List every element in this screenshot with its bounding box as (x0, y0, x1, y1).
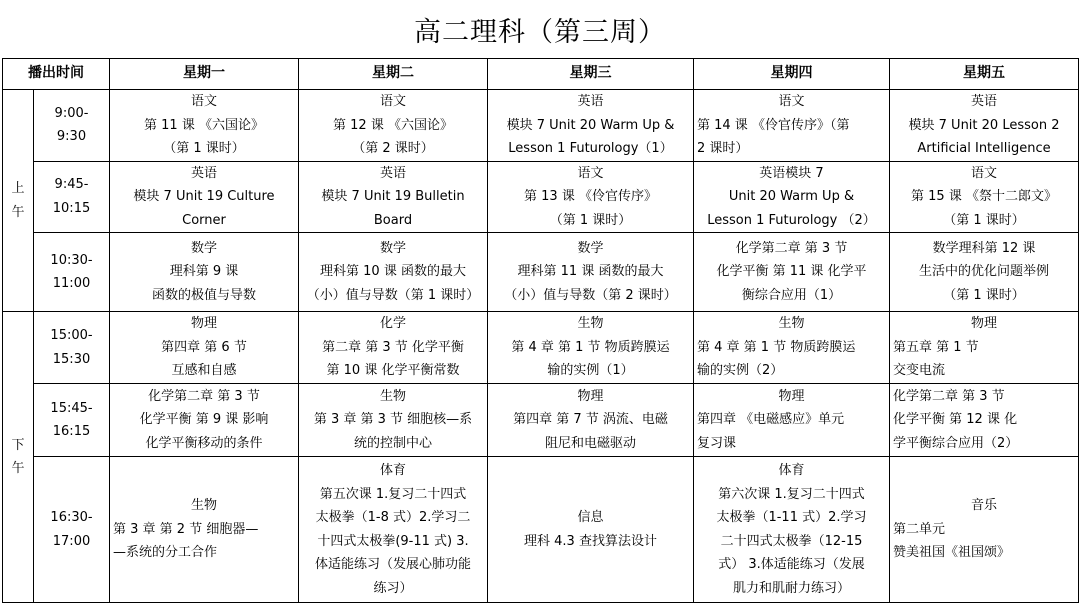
subject-label: 生物 (778, 316, 805, 332)
lesson-text: Unit 20 Warm Up & (728, 189, 855, 204)
class-cell-thursday (694, 312, 890, 384)
header-time: 播出时间 (3, 59, 110, 90)
time-text: 15:45- (50, 400, 93, 416)
class-cell-thursday (694, 90, 890, 162)
lesson-text: 赞美祖国《祖国颂》 (893, 545, 1011, 561)
subject-label: 物理 (970, 316, 997, 332)
lesson-text: （第 1 课时） (549, 212, 632, 228)
subject-label: 英语 (577, 94, 604, 109)
class-cell-wednesday (488, 161, 694, 233)
lesson-text: 输的实例（2） (697, 363, 784, 379)
time-text: 16:15 (52, 424, 91, 439)
subject-label: 物理 (778, 388, 805, 404)
lesson-text: —系统的分工合作 (113, 545, 218, 561)
time-text: 11:00 (52, 276, 91, 291)
time-text: 9:00- (54, 105, 89, 121)
lesson-text: 模块 7 Unit 20 Lesson 2 (908, 117, 1060, 133)
time-slot (34, 90, 110, 162)
lesson-text: （第 1 课时） (943, 287, 1025, 303)
lesson-text: （第 1 课时） (943, 212, 1025, 228)
subject-label: 化学 (379, 316, 406, 332)
lesson-text: （小）值与导数（第 2 课时） (504, 287, 677, 303)
time-text: 10:30- (50, 252, 93, 268)
lesson-text: 肌力和肌耐力练习） (732, 580, 850, 596)
class-cell-wednesday (488, 90, 694, 162)
subject-label: 数学 (577, 240, 604, 256)
lesson-text: 练习） (373, 580, 413, 596)
lesson-text: （第 1 课时） (163, 141, 245, 156)
subject-label: 语文 (778, 94, 805, 109)
lesson-text: 第 11 课 《六国论》 (144, 117, 264, 133)
lesson-text: 第六次课 1.复习二十四式 (718, 486, 865, 502)
lesson-text: 第二章 第 3 节 化学平衡 (322, 339, 464, 355)
header-row (3, 59, 1079, 90)
lesson-text: 生活中的优化问题举例 (918, 264, 1049, 280)
table-row (3, 90, 1079, 162)
lesson-text: 函数的极值与导数 (151, 287, 256, 303)
class-cell-friday (890, 457, 1079, 603)
subject-label: 体育 (778, 463, 805, 478)
lesson-text: （第 2 课时） (352, 141, 434, 156)
lesson-text: Lesson 1 Futurology（1） (508, 141, 673, 156)
lesson-text: 理科第 11 课 函数的最大 (517, 264, 664, 280)
lesson-text: 阻尼和电磁驱动 (544, 435, 636, 451)
subject-label: 生物 (190, 498, 217, 514)
subject-label: 语文 (970, 165, 997, 181)
time-slot (34, 384, 110, 457)
lesson-text: 模块 7 Unit 20 Warm Up & (506, 117, 675, 133)
class-cell-thursday (694, 457, 890, 603)
time-text: 9:30 (56, 129, 87, 145)
time-slot (34, 233, 110, 312)
class-cell-wednesday (488, 457, 694, 603)
class-cell-tuesday (299, 161, 488, 233)
class-cell-friday (890, 384, 1079, 457)
lesson-text: 式） 3.体适能练习（发展 (718, 557, 865, 572)
lesson-text: 第四章 第 7 节 涡流、电磁 (513, 412, 668, 428)
lesson-text: 第 3 章 第 2 节 细胞器— (113, 521, 259, 537)
lesson-text: 复习课 (697, 435, 737, 451)
lesson-text: 化学平衡 第 12 课 化 (893, 412, 1018, 428)
table-row (3, 233, 1079, 312)
lesson-text: 交变电流 (893, 363, 946, 379)
subject-label: 化学第二章 第 3 节 (735, 240, 848, 256)
lesson-text: 互感和自感 (171, 363, 237, 379)
class-cell-friday (890, 161, 1079, 233)
table-row (3, 312, 1079, 384)
period-morning: 上 午 (3, 90, 34, 312)
class-cell-tuesday (299, 233, 488, 312)
lesson-text: Board (373, 212, 413, 228)
lesson-text: 第 13 课 《伶官传序》 (524, 189, 657, 204)
lesson-text: 第 4 章 第 1 节 物质跨膜运 (697, 339, 856, 355)
subject-label: 物理 (577, 388, 604, 404)
subject-label: 语文 (379, 94, 406, 109)
class-cell-thursday (694, 384, 890, 457)
subject-label: 英语 (970, 94, 997, 109)
lesson-text: Lesson 1 Futurology （2） (707, 212, 876, 228)
lesson-text: 模块 7 Unit 19 Culture (133, 189, 275, 204)
lesson-text: 第四章 《电磁感应》单元 (697, 412, 845, 428)
subject-label: 英语 (190, 165, 217, 181)
lesson-text: 化学平衡 第 9 课 影响 (139, 412, 269, 428)
lesson-text: 第 10 课 化学平衡常数 (326, 363, 460, 379)
lesson-text: 体适能练习（发展心肺功能 (314, 557, 471, 572)
class-cell-wednesday (488, 384, 694, 457)
header-thursday: 星期四 (694, 59, 890, 90)
time-slot (34, 457, 110, 603)
class-cell-monday (110, 457, 299, 603)
subject-label: 英语 (379, 165, 406, 181)
subject-label: 生物 (577, 316, 604, 332)
class-cell-tuesday (299, 312, 488, 384)
lesson-text: 统的控制中心 (353, 435, 432, 451)
lesson-text: 第五章 第 1 节 (893, 339, 979, 355)
subject-label: 化学第二章 第 3 节 (148, 388, 260, 404)
lesson-text: 化学平衡移动的条件 (145, 435, 263, 451)
class-cell-monday (110, 384, 299, 457)
schedule-table (2, 58, 1079, 603)
subject-label: 数学 (379, 240, 406, 256)
lesson-text: 理科 4.3 查找算法设计 (524, 533, 657, 549)
subject-label: 体育 (379, 463, 406, 478)
subject-label: 音乐 (970, 498, 997, 514)
lesson-text: 理科第 9 课 (169, 264, 239, 280)
lesson-text: 理科第 10 课 函数的最大 (320, 264, 466, 280)
lesson-text: 输的实例（1） (547, 363, 634, 379)
page-title: 高二理科（第三周） (414, 16, 666, 48)
class-cell-friday (890, 233, 1079, 312)
subject-label: 语文 (190, 94, 217, 109)
class-cell-wednesday (488, 233, 694, 312)
lesson-text: 学平衡综合应用（2） (893, 435, 1019, 451)
subject-label: 生物 (379, 388, 406, 404)
lesson-text: （小）值与导数（第 1 课时） (306, 287, 480, 303)
lesson-text: 第 12 课 《六国论》 (333, 117, 453, 133)
subject-label: 数学 (190, 240, 217, 256)
time-text: 10:15 (52, 200, 91, 216)
class-cell-monday (110, 233, 299, 312)
class-cell-friday (890, 90, 1079, 162)
time-text: 9:45- (54, 177, 89, 193)
lesson-text: 第 3 章 第 3 节 细胞核—系 (313, 412, 473, 428)
lesson-text: 第五次课 1.复习二十四式 (319, 486, 467, 502)
lesson-text: 模块 7 Unit 19 Bulletin (321, 189, 465, 204)
time-slot (34, 312, 110, 384)
period-afternoon: 下 午 (3, 312, 34, 603)
time-text: 17:00 (52, 533, 91, 549)
lesson-text: 2 课时） (697, 141, 749, 156)
subject-label: 语文 (577, 165, 604, 181)
lesson-text: 二十四式太极拳（12-15 (720, 533, 863, 549)
subject-label: 英语模块 7 (759, 165, 824, 181)
table-row (3, 384, 1079, 457)
lesson-text: Artificial Intelligence (917, 141, 1051, 156)
time-text: 15:00- (50, 328, 93, 343)
table-row (3, 161, 1079, 233)
class-cell-tuesday (299, 457, 488, 603)
lesson-text: 第四章 第 6 节 (161, 339, 247, 355)
class-cell-thursday (694, 233, 890, 312)
lesson-text: 太极拳（1-11 式）2.学习 (716, 510, 867, 525)
header-friday: 星期五 (890, 59, 1079, 90)
class-cell-thursday (694, 161, 890, 233)
header-wednesday: 星期三 (488, 59, 694, 90)
lesson-text: 化学平衡 第 11 课 化学平 (716, 264, 867, 280)
lesson-text: Corner (182, 212, 226, 228)
class-cell-tuesday (299, 384, 488, 457)
class-cell-monday (110, 312, 299, 384)
time-text: 15:30 (52, 351, 91, 367)
subject-label: 化学第二章 第 3 节 (893, 388, 1005, 404)
subject-label: 物理 (190, 316, 217, 332)
class-cell-friday (890, 312, 1079, 384)
subject-label: 信息 (577, 510, 604, 525)
class-cell-monday (110, 90, 299, 162)
lesson-text: 第 15 课 《祭十二郎文》 (911, 189, 1057, 204)
lesson-text: 十四式太极拳(9-11 式) 3. (317, 533, 469, 549)
lesson-text: 衡综合应用（1） (741, 287, 842, 303)
header-monday: 星期一 (110, 59, 299, 90)
lesson-text: 太极拳（1-8 式）2.学习二 (315, 510, 471, 525)
lesson-text: 第 14 课 《伶官传序》（第 (697, 117, 850, 133)
class-cell-wednesday (488, 312, 694, 384)
class-cell-monday (110, 161, 299, 233)
table-row (3, 457, 1079, 603)
time-text: 16:30- (50, 510, 93, 525)
lesson-text: 第二单元 (893, 521, 946, 537)
lesson-text: 第 4 章 第 1 节 物质跨膜运 (511, 339, 670, 355)
time-slot (34, 161, 110, 233)
class-cell-tuesday (299, 90, 488, 162)
subject-label: 数学理科第 12 课 (932, 240, 1036, 256)
header-tuesday: 星期二 (299, 59, 488, 90)
